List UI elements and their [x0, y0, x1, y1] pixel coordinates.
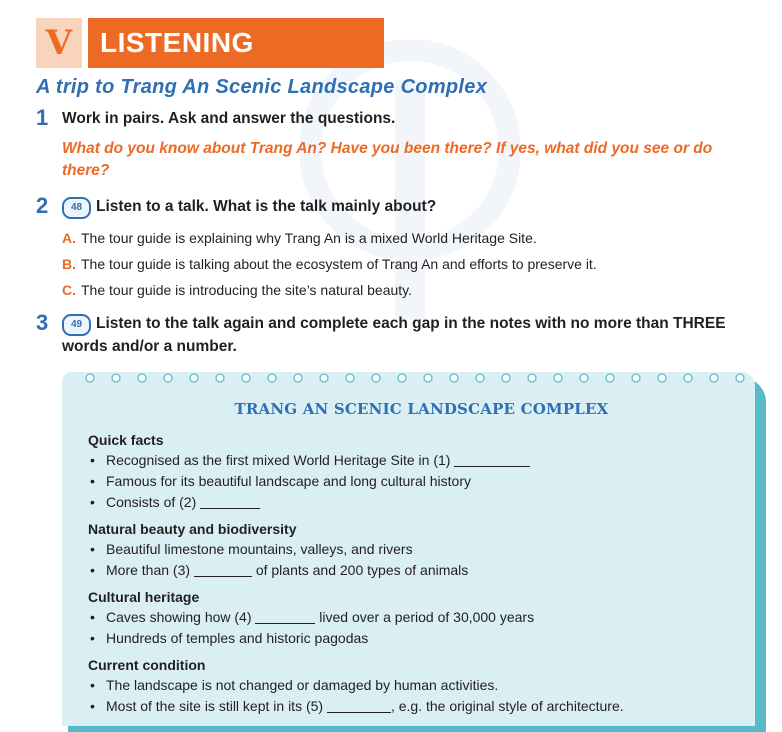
notes-card: [62, 372, 767, 732]
option-letter: A.: [62, 230, 76, 246]
notes-item: • Consists of (2): [88, 492, 755, 513]
lesson-title: A trip to Trang An Scenic Landscape Complex: [36, 76, 488, 98]
answer-options: [62, 225, 756, 303]
section-title: LISTENING: [88, 18, 384, 68]
discussion-question: What do you know about Trang An? Have you been there? If yes, what did you see or do there?: [62, 140, 713, 179]
task-instruction-line: [62, 196, 756, 219]
task-number: 3: [36, 310, 49, 335]
task-1: [36, 105, 756, 182]
notes-item: • The landscape is not changed or damaged by human activities.: [88, 675, 755, 696]
option-c[interactable]: [62, 277, 756, 303]
task-instruction: Listen to the talk again and complete each gap in the notes with no more than THREE words and/or a number.: [62, 315, 726, 355]
notes-heading: Cultural heritage: [88, 589, 200, 605]
notebook-spiral-icon: [84, 369, 754, 385]
notes-title: TRANG AN SCENIC LANDSCAPE COMPLEX: [234, 400, 609, 418]
notes-paper: [62, 372, 755, 726]
gap-5-input[interactable]: [327, 698, 391, 713]
task-3: [36, 310, 756, 358]
option-letter: B.: [62, 256, 76, 272]
task-number: 2: [36, 193, 49, 218]
gap-4-input[interactable]: [255, 609, 315, 624]
notes-item: • Caves showing how (4) lived over a period of 30,000 years: [88, 607, 755, 628]
option-text: The tour guide is introducing the site’s natural beauty.: [81, 282, 413, 298]
gap-3-input[interactable]: [194, 562, 252, 577]
notes-heading: Quick facts: [88, 432, 164, 448]
task-number: 1: [36, 105, 49, 130]
section-letter: V: [36, 18, 82, 68]
audio-track-icon[interactable]: 49: [62, 314, 91, 336]
option-text: The tour guide is talking about the ecosystem of Trang An and efforts to preserve it.: [81, 256, 597, 272]
gap-2-input[interactable]: [200, 494, 260, 509]
notes-item: • More than (3) of plants and 200 types of animals: [88, 560, 755, 581]
option-text: The tour guide is explaining why Trang An is a mixed World Heritage Site.: [81, 230, 537, 246]
task-instruction-line: [62, 313, 756, 358]
option-b[interactable]: [62, 251, 756, 277]
notes-item: • Most of the site is still kept in its (5) , e.g. the original style of architecture.: [88, 696, 755, 717]
notes-heading: Natural beauty and biodiversity: [88, 521, 297, 537]
section-header: [36, 18, 384, 68]
option-letter: C.: [62, 282, 76, 298]
notes-item: • Famous for its beautiful landscape and long cultural history: [88, 471, 755, 492]
notes-item: • Hundreds of temples and historic pagodas: [88, 628, 755, 649]
option-a[interactable]: [62, 225, 756, 251]
notes-item: • Beautiful limestone mountains, valleys, and rivers: [88, 539, 755, 560]
notes-item: • Recognised as the first mixed World Heritage Site in (1): [88, 450, 755, 471]
task-instruction: Listen to a talk. What is the talk mainly about?: [96, 198, 437, 215]
task-instruction: Work in pairs. Ask and answer the questions.: [62, 110, 396, 127]
gap-1-input[interactable]: [454, 452, 530, 467]
audio-track-icon[interactable]: 48: [62, 197, 91, 219]
notes-heading: Current condition: [88, 657, 206, 673]
task-2: [36, 193, 756, 303]
